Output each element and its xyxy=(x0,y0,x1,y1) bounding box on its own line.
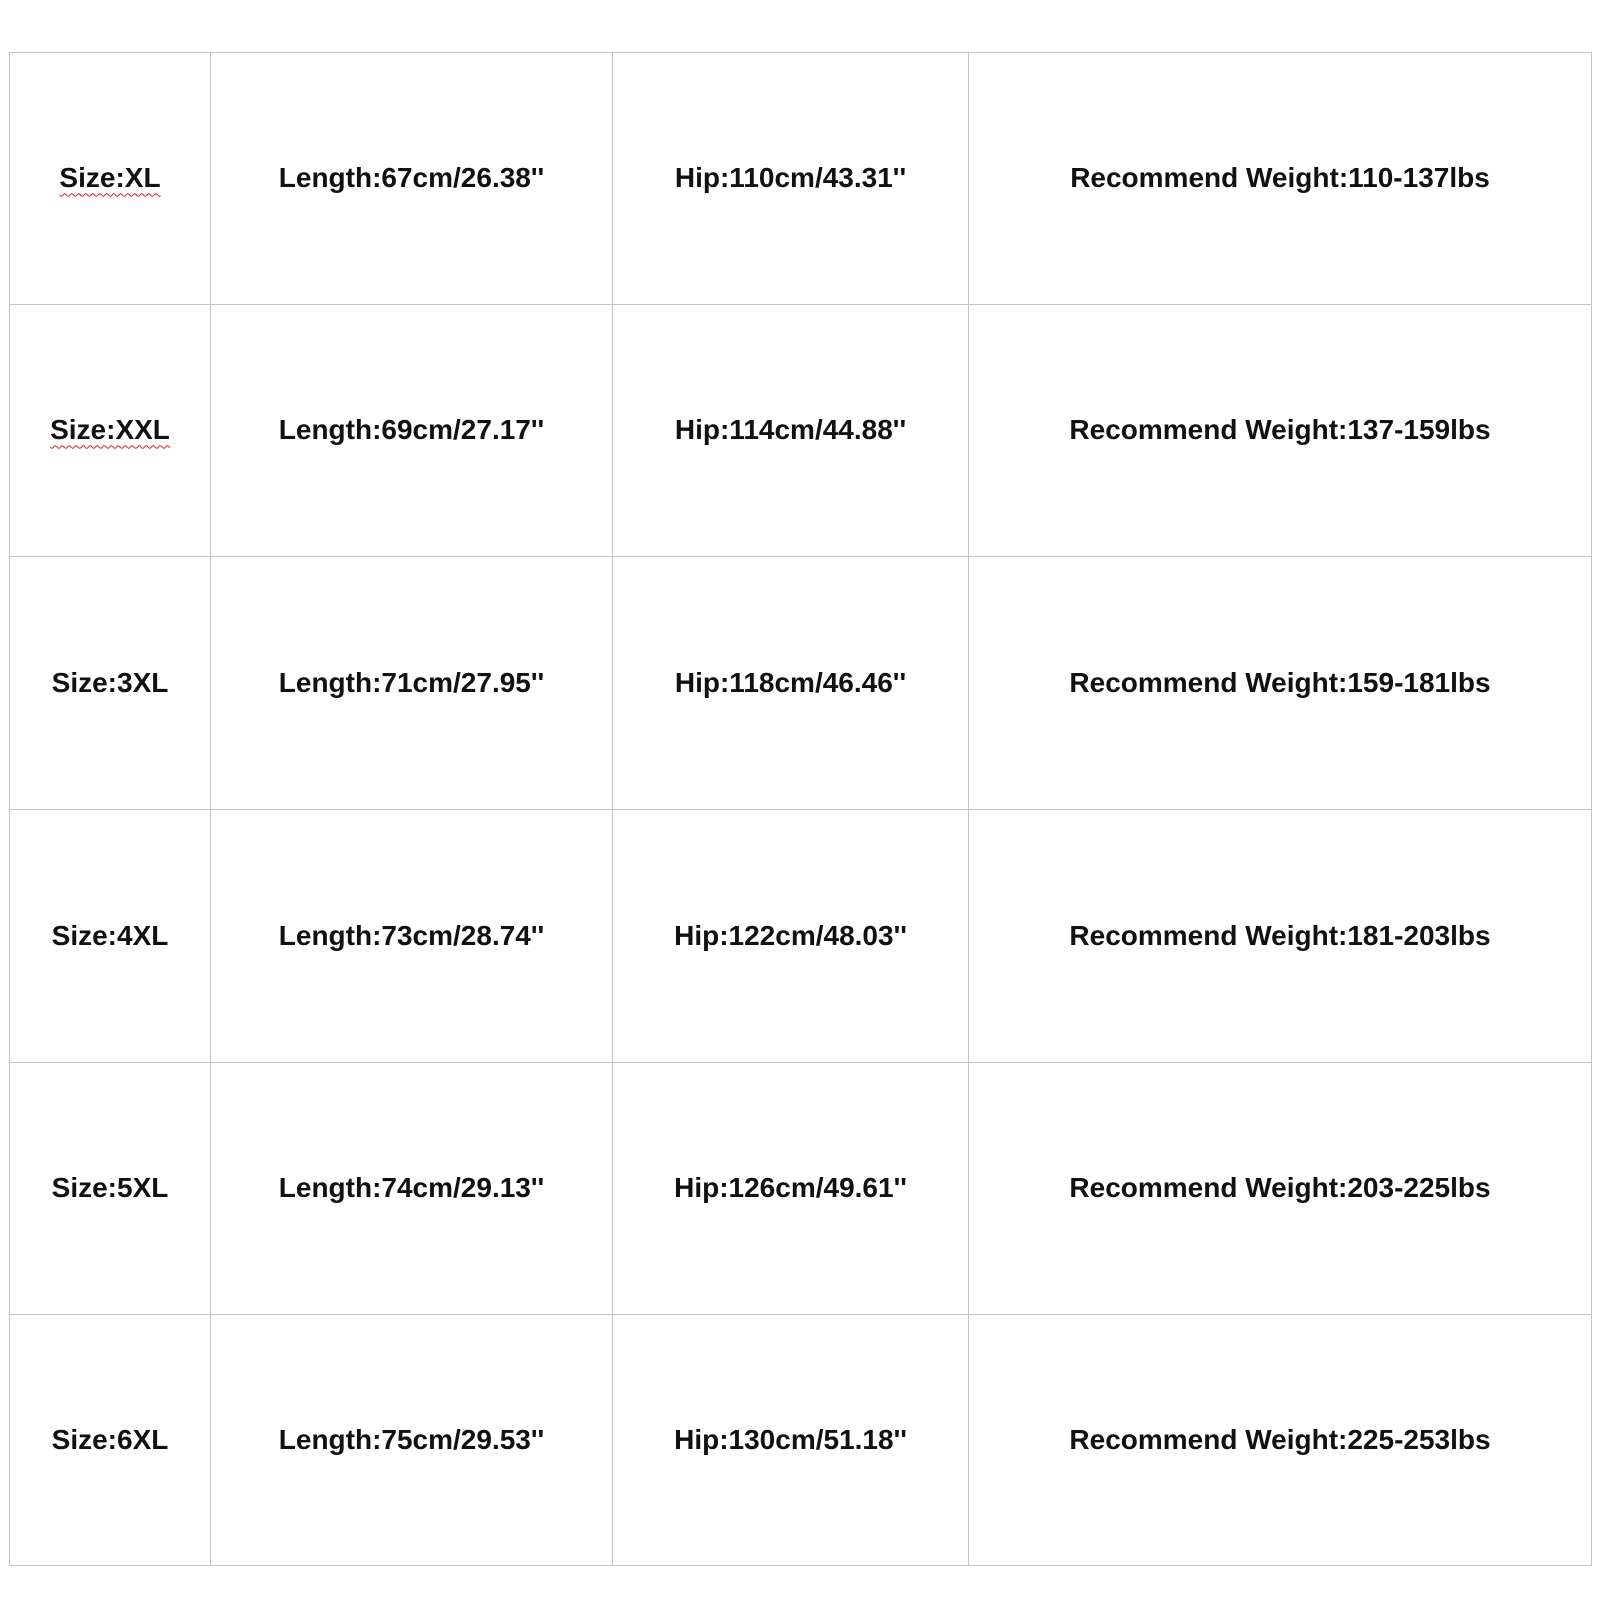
size-label: Size:XXL xyxy=(50,414,170,446)
size-label: Size:5XL xyxy=(51,1172,169,1204)
recommend-weight-cell: Recommend Weight:225-253lbs xyxy=(969,1315,1592,1566)
size-chart-table xyxy=(9,52,1592,1566)
size-cell xyxy=(10,53,211,305)
length-cell: Length:69cm/27.17'' xyxy=(211,304,613,557)
recommend-weight-cell: Recommend Weight:159-181lbs xyxy=(969,557,1592,810)
length-cell: Length:73cm/28.74'' xyxy=(211,809,613,1062)
size-cell xyxy=(10,1315,211,1566)
hip-cell: Hip:130cm/51.18'' xyxy=(613,1315,969,1566)
table-row xyxy=(10,304,1592,557)
hip-cell: Hip:122cm/48.03'' xyxy=(613,809,969,1062)
table-row xyxy=(10,53,1592,305)
size-cell xyxy=(10,809,211,1062)
recommend-weight-cell: Recommend Weight:110-137lbs xyxy=(969,53,1592,305)
size-label: Size:4XL xyxy=(51,919,169,951)
recommend-weight-cell: Recommend Weight:203-225lbs xyxy=(969,1062,1592,1315)
size-label: Size:XL xyxy=(59,162,161,194)
table-row xyxy=(10,1062,1592,1315)
recommend-weight-cell: Recommend Weight:137-159lbs xyxy=(969,304,1592,557)
length-cell: Length:71cm/27.95'' xyxy=(211,557,613,810)
length-cell: Length:67cm/26.38'' xyxy=(211,53,613,305)
table-row xyxy=(10,809,1592,1062)
size-label: Size:6XL xyxy=(51,1424,169,1456)
length-cell: Length:75cm/29.53'' xyxy=(211,1315,613,1566)
size-cell xyxy=(10,304,211,557)
size-label: Size:3XL xyxy=(51,667,169,699)
recommend-weight-cell: Recommend Weight:181-203lbs xyxy=(969,809,1592,1062)
hip-cell: Hip:118cm/46.46'' xyxy=(613,557,969,810)
size-cell xyxy=(10,1062,211,1315)
table-row xyxy=(10,1315,1592,1566)
length-cell: Length:74cm/29.13'' xyxy=(211,1062,613,1315)
hip-cell: Hip:114cm/44.88'' xyxy=(613,304,969,557)
size-cell xyxy=(10,557,211,810)
table-row xyxy=(10,557,1592,810)
hip-cell: Hip:126cm/49.61'' xyxy=(613,1062,969,1315)
hip-cell: Hip:110cm/43.31'' xyxy=(613,53,969,305)
